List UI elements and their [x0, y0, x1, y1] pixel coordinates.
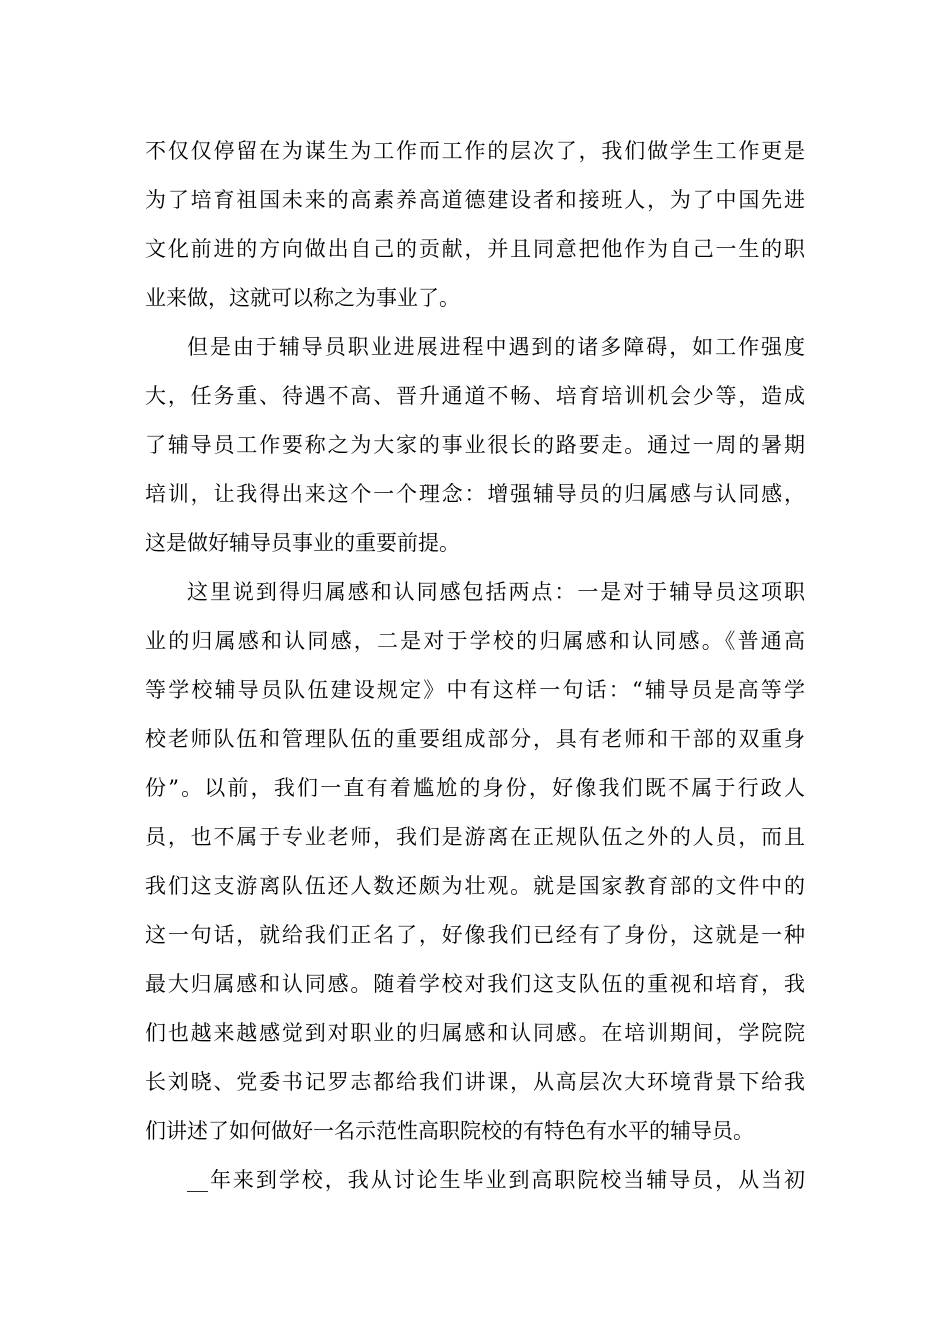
text-line: 不仅仅停留在为谋生为工作而工作的层次了，我们做学生工作更是: [145, 139, 805, 163]
text-line: 文化前进的方向做出自己的贡献，并且同意把他作为自己一生的职: [145, 237, 805, 261]
text-line: 这是做好辅导员事业的重要前提。: [145, 531, 460, 555]
text-line: 长刘晓、党委书记罗志都给我们讲课，从高层次大环境背景下给我: [145, 1070, 805, 1094]
text-line: 员，也不属于专业老师，我们是游离在正规队伍之外的人员，而且: [145, 825, 805, 849]
text-line: 校老师队伍和管理队伍的重要组成部分，具有老师和干部的双重身: [145, 727, 805, 751]
text-line: __年来到学校，我从讨论生毕业到高职院校当辅导员，从当初: [187, 1168, 805, 1192]
text-line: 培训，让我得出来这个一个理念：增强辅导员的归属感与认同感，: [145, 482, 805, 506]
text-line: 我们这支游离队伍还人数还颇为壮观。就是国家教育部的文件中的: [145, 874, 805, 898]
paragraph: [145, 323, 805, 568]
text-line: 业来做，这就可以称之为事业了。: [145, 286, 460, 310]
text-line: 业的归属感和认同感，二是对于学校的归属感和认同感。《普通高: [145, 629, 805, 653]
text-line: 份”。以前，我们一直有着尴尬的身份，好像我们既不属于行政人: [145, 776, 805, 800]
paragraph: [145, 568, 805, 1156]
text-line: 了辅导员工作要称之为大家的事业很长的路要走。通过一周的暑期: [145, 433, 805, 457]
text-line: 大，任务重、待遇不高、晋升通道不畅、培育培训机会少等，造成: [145, 384, 805, 408]
text-line: 这里说到得归属感和认同感包括两点：一是对于辅导员这项职: [187, 580, 805, 604]
paragraph: [145, 127, 805, 323]
text-line: 等学校辅导员队伍建设规定》中有这样一句话：“辅导员是高等学: [145, 678, 805, 702]
text-line: 但是由于辅导员职业进展进程中遇到的诸多障碍，如工作强度: [187, 335, 805, 359]
document-body: [145, 127, 805, 1205]
paragraph: [145, 1156, 805, 1205]
text-line: 们也越来越感觉到对职业的归属感和认同感。在培训期间，学院院: [145, 1021, 805, 1045]
text-line: 们讲述了如何做好一名示范性高职院校的有特色有水平的辅导员。: [145, 1119, 754, 1143]
text-line: 为了培育祖国未来的高素养高道德建设者和接班人，为了中国先进: [145, 188, 805, 212]
text-line: 这一句话，就给我们正名了，好像我们已经有了身份，这就是一种: [145, 923, 805, 947]
text-line: 最大归属感和认同感。随着学校对我们这支队伍的重视和培育，我: [145, 972, 805, 996]
